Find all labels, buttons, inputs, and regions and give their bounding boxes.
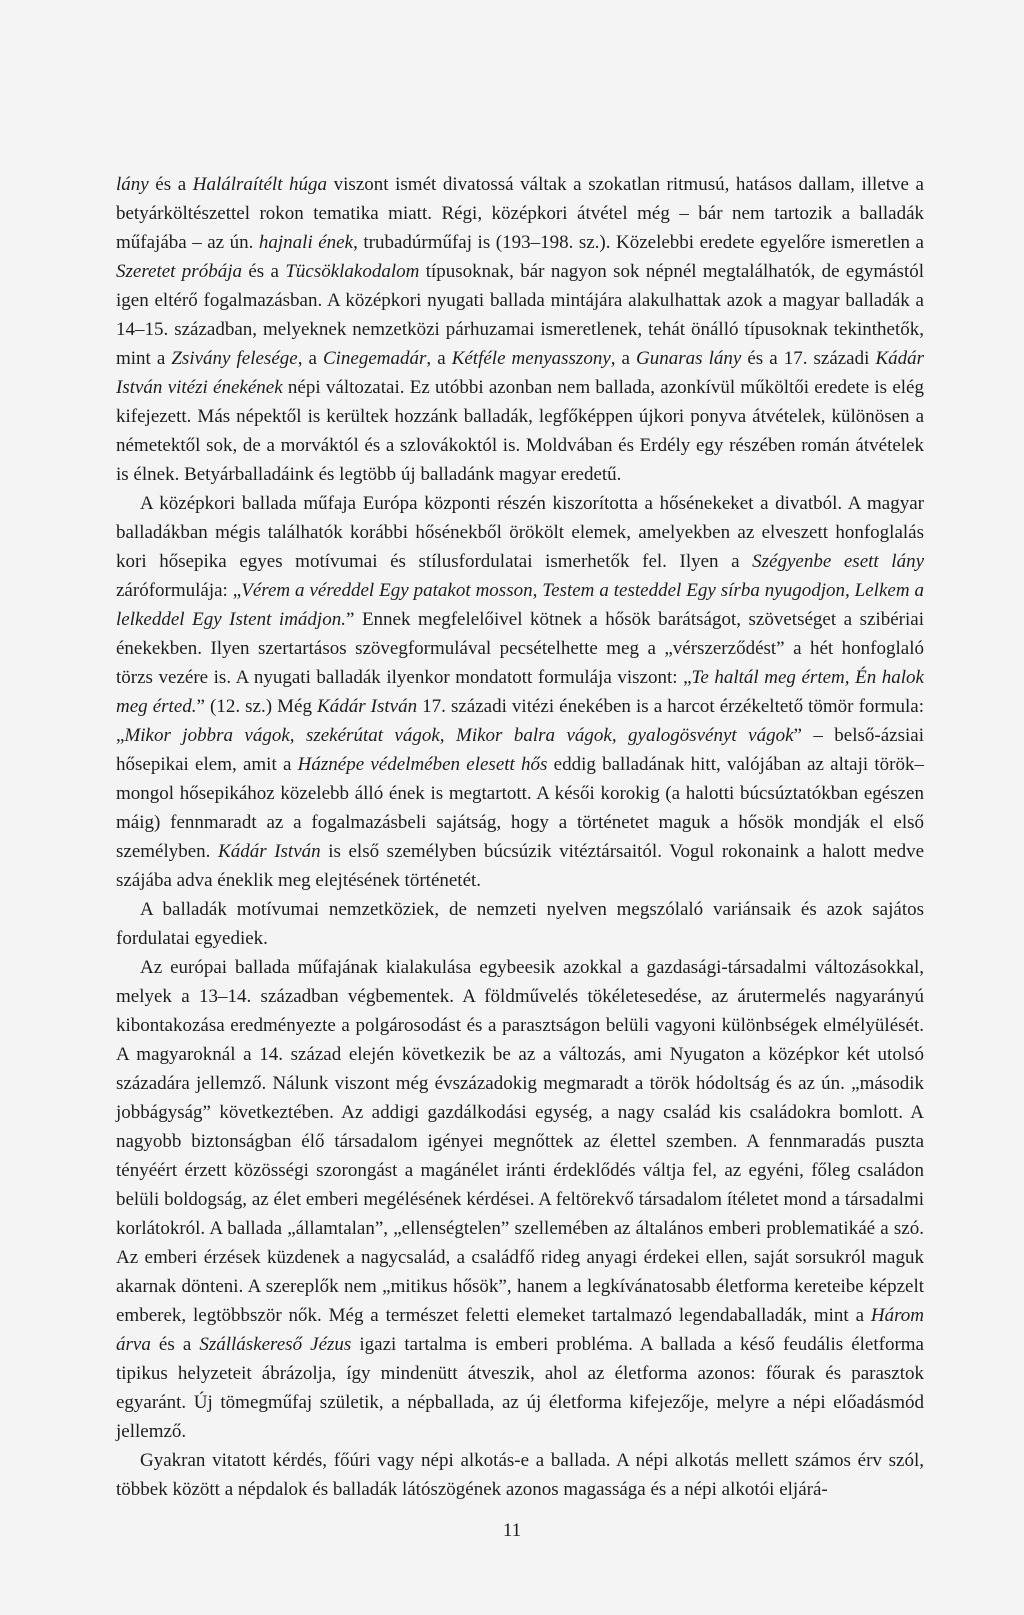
- text-run: is első személyben búcsúzik vitéztársaitól. Vogul rokonaink a halott medve szájába adva éneklik meg elejtésének történetét.: [116, 841, 924, 891]
- italic-run: Szégyenbe esett lány: [752, 551, 924, 572]
- text-run: , a: [426, 348, 452, 369]
- italic-run: Vérem a véreddel Egy patakot mosson, Testem a testeddel Egy sírba nyugodjon, Lelkem a lelkeddel Egy Istent imádjon.: [116, 580, 924, 630]
- text-run: , a: [610, 348, 637, 369]
- italic-run: Tücsöklakodalom: [285, 261, 420, 282]
- text-run: A balladák motívumai nemzetköziek, de nemzeti nyelven megszólaló variánsaik és azok sajátos fordulatai egyediek.: [116, 899, 924, 949]
- italic-run: Kádár István: [317, 696, 418, 717]
- italic-run: Szeretet próbája: [116, 261, 242, 282]
- text-run: ” (12. sz.) Még: [196, 696, 318, 717]
- text-run: eddig balladának hitt, valójában az altaji török–mongol hősepikához közelebb álló ének is megtartott. A késői korokig (a halotti búcsúztatókban egészen máig) fennmaradt az a fogalmazásbeli sajátság, hogy a történetet maguk a hősök mondják el első személyben.: [116, 754, 924, 862]
- text-run: A középkori ballada műfaja Európa központi részén kiszorította a hősénekeket a divatból. A magyar balladákban mégis találhatók korábbi hősénekből örökölt elemek, amelyekben az elveszett honfoglalás kori hősepika egyes motívumai és stílusfordulatai ismerhetők fel. Ilyen a: [116, 493, 924, 572]
- text-run: és a: [241, 261, 286, 282]
- text-run: Gyakran vitatott kérdés, főúri vagy népi alkotás-e a ballada. A népi alkotás mellett számos érv szól, többek között a népdalok és balladák látószögének azonos magassága és a népi alkotói eljárá-: [116, 1450, 924, 1500]
- text-run: és a: [150, 1334, 200, 1355]
- paragraph-1: [116, 170, 924, 489]
- italic-run: Halálraítélt húga: [192, 174, 328, 195]
- body-text: [116, 170, 924, 1504]
- italic-run: Cinegemadár: [322, 348, 427, 369]
- page-number: 11: [502, 1520, 522, 1541]
- text-run: ” Ennek megfelelőivel kötnek a hősök barátságot, szövetséget a szibériai énekekben. Ilyen szertartásos szövegformulával pecsételhette meg a „vérszerződést” a hét honfoglaló törzs vezére is. A nyugati balladák ilyenkor mondatott formulája viszont: „: [116, 609, 924, 688]
- text-run: , a: [297, 348, 323, 369]
- text-run: Az európai ballada műfajának kialakulása egybeesik azokkal a gazdasági-társadalmi változásokkal, melyek a 13–14. században végbementek. A földművelés tökéletesedése, az árutermelés nagyarányú kibontakozása eredményezte a polgárosodást és a parasztságon belüli vagyoni különbségek elmélyülését. A magyaroknál a 14. század elején következik be az a változás, ami Nyugaton a középkor két utolsó századára jellemző. Nálunk viszont még évszázadokig megmaradt a török hódoltság és az ún. „második jobbágyság” következtében. Az addigi gazdálkodási egység, a nagy család kis családokra bomlott. A nagyobb biztonságban élő társadalom igényei megnőttek az élettel szemben. A fennmaradás puszta tényéért érzett közösségi szorongást a magánélet iránti érdeklődés váltja fel, az egyéni, főleg családon belüli boldogság, az élet emberi megélésének kérdései. A feltörekvő társadalom ítéletet mond a társadalmi korlátokról. A ballada „államtalan”, „ellenségtelen” szellemében az általános emberi problematikáé a szó. Az emberi érzések küzdenek a nagycsalád, a családfő rideg anyagi érdekei ellen, saját sorsukról maguk akarnak dönteni. A szereplők nem „mitikus hősök”, hanem a legkívánatosabb életforma kereteibe képzelt emberek, legtöbbször nők. Még a természet feletti elemeket tartalmazó legendaballadák, mint a: [116, 957, 924, 1326]
- italic-run: Kádár István vitézi énekének: [116, 348, 925, 398]
- text-run: ” – belső-ázsiai hősepikai elem, amit a: [116, 725, 924, 775]
- text-run: 17. századi vitézi énekében is a harcot érzékeltető tömör formula: „: [116, 696, 924, 746]
- text-run: és a 17. századi: [741, 348, 876, 369]
- italic-run: Gunaras lány: [636, 348, 742, 369]
- italic-run: Te haltál meg értem, Én halok meg érted.: [116, 667, 924, 717]
- text-run: népi változatai. Ez utóbbi azonban nem ballada, azonkívül műköltői eredete is elég kifejezett. Más népektől is kerültek hozzánk balladák, legfőképpen újkori ponyva átvételek, különösen a németektől sok, de a morváktól és a szlovákoktól is. Moldvában és Erdély egy részében román átvételek is élnek. Betyárballadáink és legtöbb új balladánk magyar eredetű.: [116, 377, 924, 485]
- italic-run: Zsivány felesége: [171, 348, 298, 369]
- italic-run: Három árva: [116, 1305, 924, 1355]
- paragraph-4: [116, 953, 924, 1446]
- text-run: és a: [148, 174, 193, 195]
- italic-run: Kádár István: [218, 841, 321, 862]
- italic-run: Háznépe védelmében elesett hős: [297, 754, 548, 775]
- text-run: viszont ismét divatossá váltak a szokatlan ritmusú, hatásos dallam, illetve a betyárköltészettel rokon tematika miatt. Régi, középkori átvétel még – bár nem tartozik a balladák műfajába – az ún.: [116, 174, 924, 253]
- text-run: igazi tartalma is emberi probléma. A ballada a késő feudális életforma tipikus helyzeteit ábrázolja, így mindenütt átveszik, ahol az életforma azonos: főurak és parasztok egyaránt. Új tömegműfaj születik, a népballada, az új életforma kifejezője, melyre a népi előadásmód jellemző.: [116, 1334, 924, 1442]
- italic-run: Kétféle menyasszony: [451, 348, 611, 369]
- italic-run: Szálláskereső Jézus: [199, 1334, 352, 1355]
- italic-run: Mikor jobbra vágok, szekérútat vágok, Mikor balra vágok, gyalogösvényt vágok: [124, 725, 794, 746]
- italic-run: lány: [116, 174, 149, 195]
- paragraph-3: [116, 895, 924, 953]
- paragraph-2: [116, 489, 924, 895]
- text-run: típusoknak, bár nagyon sok népnél megtalálhatók, de egymástól igen eltérő fogalmazásban. A középkori nyugati ballada mintájára alakulhattak azok a magyar balladák a 14–15. században, melyeknek nemzetközi párhuzamai ismeretlenek, tehát önálló típusoknak tekinthetők, mint a: [116, 261, 925, 369]
- paragraph-5: [116, 1446, 924, 1504]
- text-run: záróformulája: „: [116, 580, 242, 601]
- italic-run: hajnali ének: [258, 232, 354, 253]
- text-run: , trubadúrműfaj is (193–198. sz.). Közelebbi eredete egyelőre ismeretlen a: [353, 232, 924, 253]
